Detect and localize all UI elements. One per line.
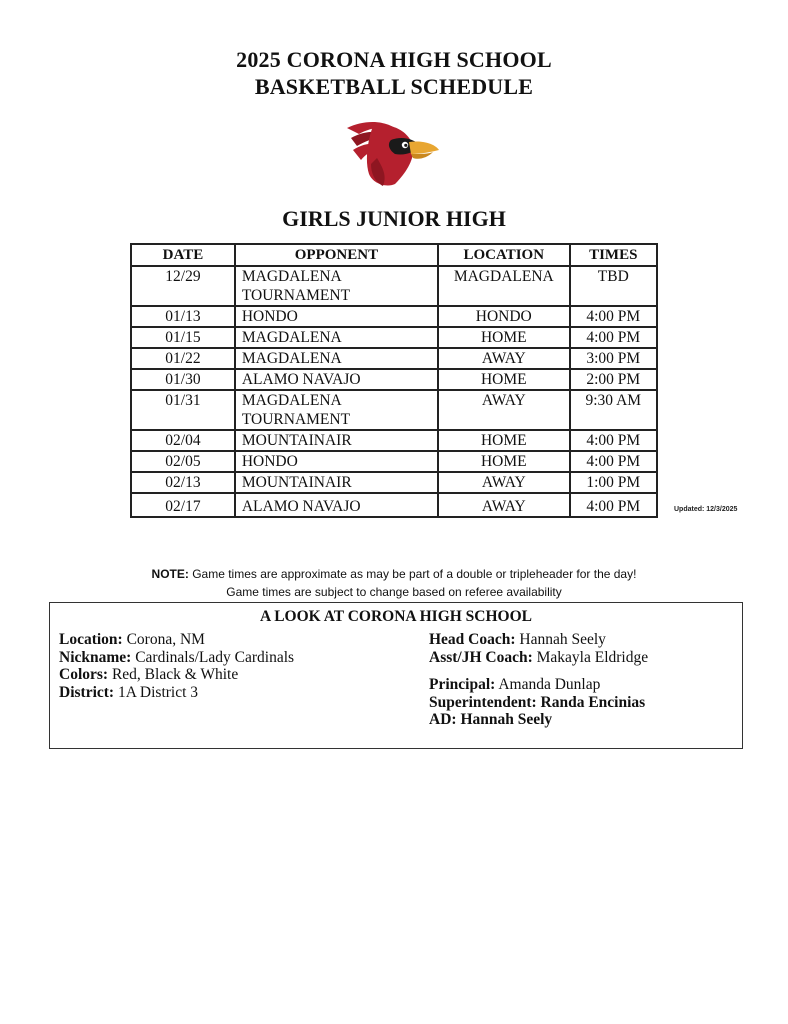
info-principal [429,676,648,694]
table-row [131,348,657,369]
game-location: HOME [438,451,570,472]
info-label: AD: [429,711,457,728]
table-row [131,430,657,451]
note-text-1: Game times are approximate as may be part of a double or tripleheader for the day! [188,567,637,581]
game-time: 2:00 PM [570,369,657,390]
game-opponent: HONDO [235,306,438,327]
game-time: 4:00 PM [570,306,657,327]
game-date: 01/31 [131,390,235,430]
table-row [131,472,657,493]
game-date: 01/22 [131,348,235,369]
game-time: 4:00 PM [570,430,657,451]
info-value: Cardinals/Lady Cardinals [131,648,295,666]
game-opponent: MOUNTAINAIR [235,430,438,451]
game-opponent: MAGDALENA TOURNAMENT [235,390,438,430]
note-line-1 [0,565,788,583]
info-label: Superintendent: [429,693,537,711]
info-asst-coach [429,649,648,667]
table-row [131,369,657,390]
game-date: 01/30 [131,369,235,390]
school-info-box [49,602,743,749]
info-value: Hannah Seely [456,711,553,728]
page-title [0,46,788,100]
info-ad [429,711,648,729]
game-location: MAGDALENA [438,266,570,306]
info-value: Randa Encinias [536,693,646,711]
game-location: HONDO [438,306,570,327]
column-header-date: DATE [131,244,235,266]
info-colors [59,666,294,684]
updated-date: Updated: 12/3/2025 [674,506,738,513]
school-info-title: A LOOK AT CORONA HIGH SCHOOL [259,608,533,625]
game-opponent: ALAMO NAVAJO [235,369,438,390]
game-date: 01/15 [131,327,235,348]
school-info-left-column [59,631,294,701]
game-time: 4:00 PM [570,493,657,517]
table-header-row [131,244,657,266]
note-label: NOTE: [151,567,189,581]
game-location: AWAY [438,493,570,517]
game-location: HOME [438,327,570,348]
game-time: 9:30 AM [570,390,657,430]
info-value: Red, Black & White [108,666,239,683]
info-value: Corona, NM [122,631,205,648]
info-nickname [59,649,294,667]
info-label: Nickname: [59,648,132,666]
schedule-note [0,565,788,601]
game-location: HOME [438,430,570,451]
game-location: AWAY [438,390,570,430]
team-subtitle: GIRLS JUNIOR HIGH [282,206,506,231]
column-header-location: LOCATION [438,244,570,266]
info-district [59,684,294,702]
table-row [131,493,657,517]
title-line-2: BASKETBALL SCHEDULE [254,74,534,99]
game-date: 02/04 [131,430,235,451]
game-opponent: HONDO [235,451,438,472]
info-label: Location: [59,631,123,648]
schedule-table [130,243,658,518]
info-value: Makayla Eldridge [532,648,649,666]
info-label: Principal: [429,676,496,693]
game-time: 1:00 PM [570,472,657,493]
game-date: 02/13 [131,472,235,493]
school-info-right-column [429,631,648,729]
info-value: Hannah Seely [515,631,606,648]
column-header-opponent: OPPONENT [235,244,438,266]
game-time: TBD [570,266,657,306]
game-date: 01/13 [131,306,235,327]
game-opponent: ALAMO NAVAJO [235,493,438,517]
info-label: Colors: [59,666,109,683]
game-opponent: MAGDALENA [235,327,438,348]
game-date: 02/05 [131,451,235,472]
game-location: AWAY [438,472,570,493]
info-label: Head Coach: [429,631,516,648]
game-time: 4:00 PM [570,327,657,348]
table-row [131,266,657,306]
game-location: HOME [438,369,570,390]
info-value: 1A District 3 [114,683,199,701]
note-line-2: Game times are subject to change based on referee availability [226,585,562,599]
info-label: District: [59,683,115,701]
game-opponent: MOUNTAINAIR [235,472,438,493]
title-line-1: 2025 CORONA HIGH SCHOOL [236,47,552,72]
table-row [131,306,657,327]
game-date: 12/29 [131,266,235,306]
table-row [131,451,657,472]
game-opponent: MAGDALENA [235,348,438,369]
game-location: AWAY [438,348,570,369]
info-superintendent [429,694,648,712]
info-label: Asst/JH Coach: [429,648,533,666]
info-head-coach [429,631,648,649]
game-time: 4:00 PM [570,451,657,472]
game-date: 02/17 [131,493,235,517]
game-opponent: MAGDALENA TOURNAMENT [235,266,438,306]
table-row [131,390,657,430]
column-header-times: TIMES [570,244,657,266]
info-value: Amanda Dunlap [495,676,601,693]
cardinal-mascot-icon [343,118,443,190]
game-time: 3:00 PM [570,348,657,369]
info-location [59,631,294,649]
table-row [131,327,657,348]
